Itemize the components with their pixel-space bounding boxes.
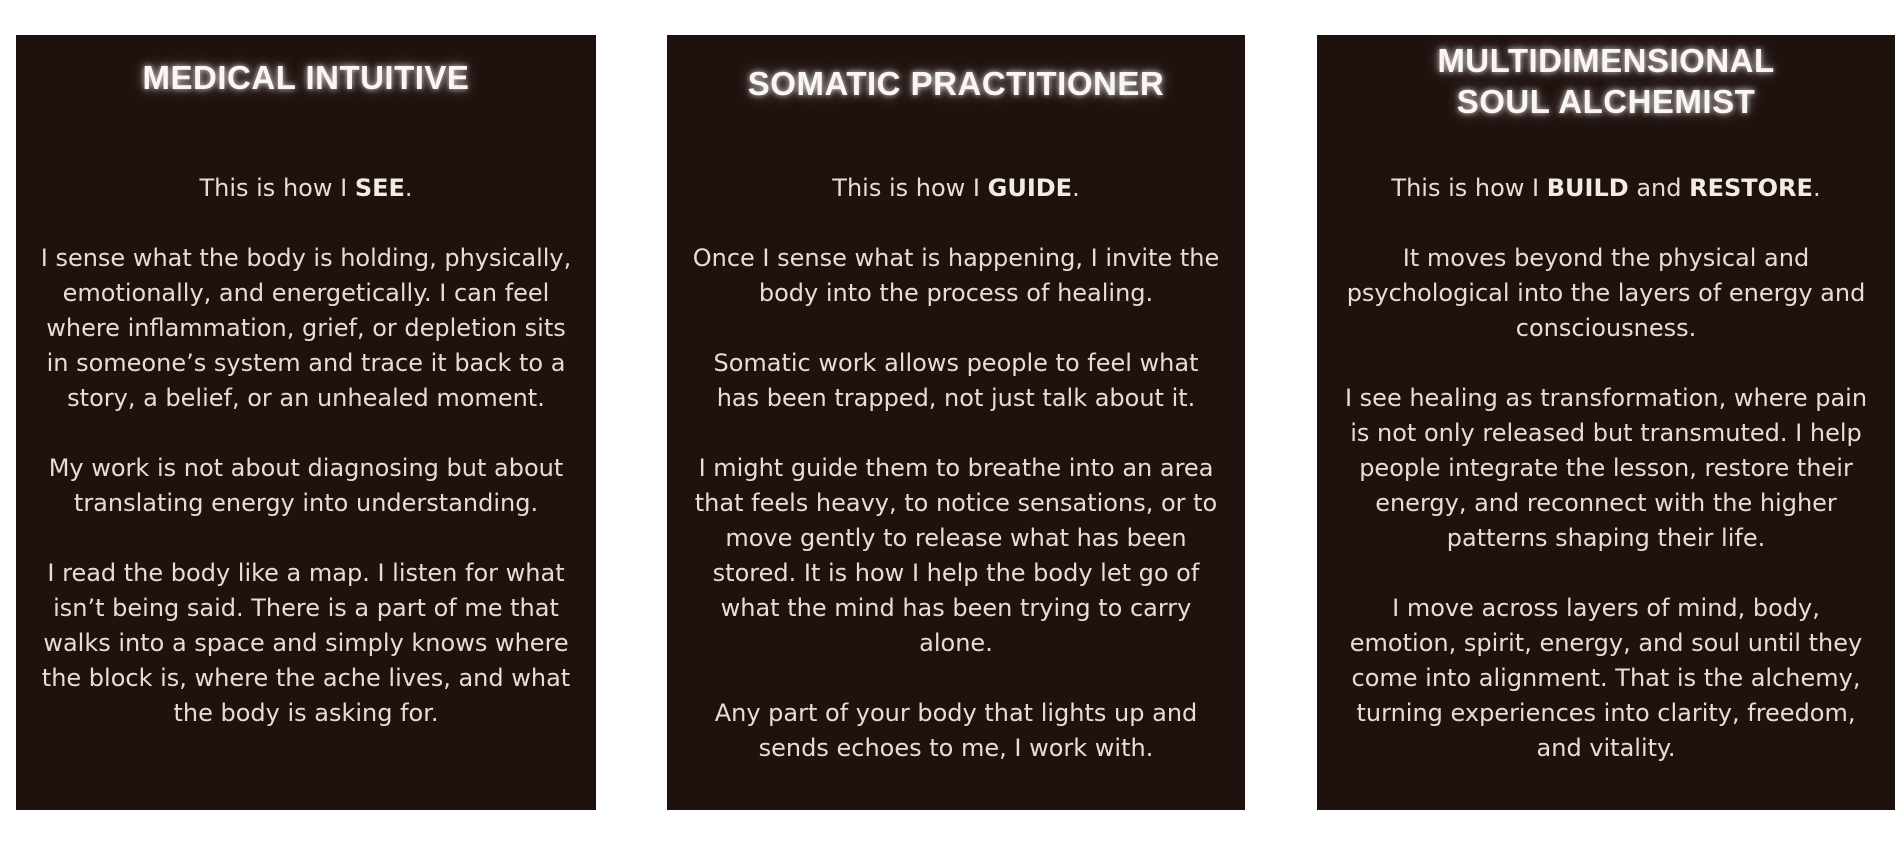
card-paragraph: Any part of your body that lights up and sends echoes to me, I work with. (714, 699, 1198, 762)
card-tagline (1339, 171, 1873, 206)
card-paragraph: Somatic work allows people to feel what has been trapped, not just talk about it. (713, 349, 1199, 412)
card-paragraph: I sense what the body is holding, physically, emotionally, and energetically. I can feel where inflammation, grief, or depletion sits in someone’s system and trace it back to a story, a belief, or an unhealed moment. (40, 244, 572, 412)
tagline-prefix: This is how I (199, 174, 355, 202)
tagline-joiner: and (1628, 174, 1690, 202)
tagline-prefix: This is how I (1391, 174, 1547, 202)
card-paragraph: I read the body like a map. I listen for what isn’t being said. There is a part of me that walks into a space and simply knows where the block is, where the ache lives, and what the body is asking for. (41, 559, 571, 727)
tagline-suffix: . (1812, 174, 1821, 202)
tagline-prefix: This is how I (832, 174, 988, 202)
card-paragraph: I see healing as transformation, where pain is not only released but transmuted. I help people integrate the lesson, restore their energy, and reconnect with the higher patterns shaping their life. (1344, 384, 1868, 552)
card-body (38, 171, 574, 766)
card-paragraph: My work is not about diagnosing but about translating energy into understanding. (48, 454, 564, 517)
card-paragraph: I move across layers of mind, body, emotion, spirit, energy, and soul until they come into alignment. That is the alchemy, turning experiences into clarity, freedom, and vitality. (1349, 594, 1863, 762)
tagline-suffix: . (1072, 174, 1080, 202)
card-body (1339, 171, 1873, 801)
card-tagline (689, 171, 1223, 206)
card-somatic-practitioner (667, 35, 1245, 810)
card-paragraph: Once I sense what is happening, I invite the body into the process of healing. (692, 244, 1220, 307)
card-paragraph: It moves beyond the physical and psychological into the layers of energy and consciousness. (1346, 244, 1866, 342)
card-soul-alchemist (1317, 35, 1895, 810)
card-tagline (38, 171, 574, 206)
tagline-keyword: BUILD (1546, 174, 1629, 202)
tagline-keyword: GUIDE (987, 174, 1073, 202)
card-paragraph: I might guide them to breathe into an area that feels heavy, to notice sensations, or to move gently to release what has been stored. It is how I help the body let go of what the mind has been trying to carry alone. (694, 454, 1218, 657)
card-title: MEDICAL INTUITIVE (142, 59, 470, 96)
card-title: MULTIDIMENSIONAL SOUL ALCHEMIST (1437, 42, 1775, 120)
tagline-suffix: . (404, 174, 413, 202)
card-body (689, 171, 1223, 801)
tagline-keyword-2: RESTORE (1689, 174, 1813, 202)
tagline-keyword: SEE (354, 174, 405, 202)
card-title: SOMATIC PRACTITIONER (747, 65, 1165, 102)
card-medical-intuitive (16, 35, 596, 810)
